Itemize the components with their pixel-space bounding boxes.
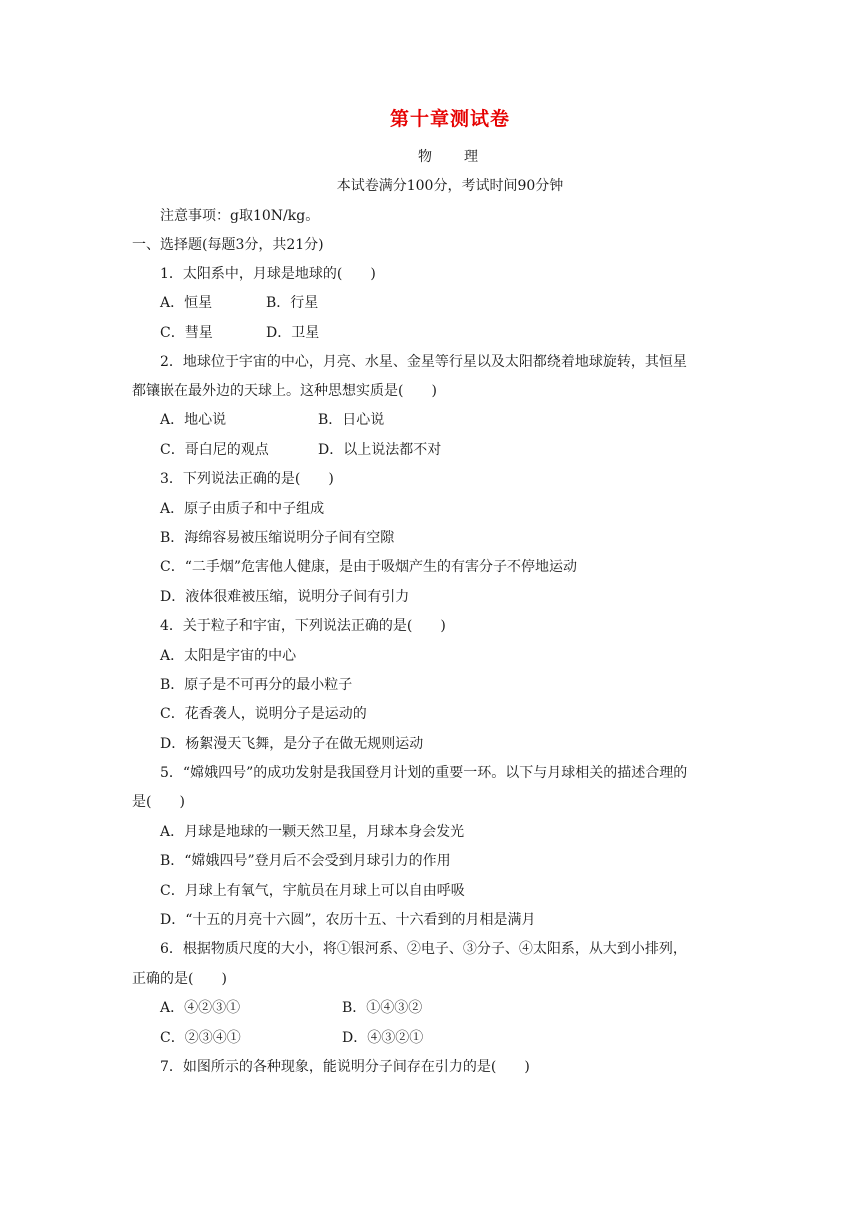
question-1-option-a: A．恒星 <box>160 295 213 311</box>
question-1-option-b: B．行星 <box>266 295 319 311</box>
question-3-option-c: C．“二手烟”危害他人健康，是由于吸烟产生的有害分子不停地运动 <box>160 559 578 575</box>
question-3-option-a: A．原子由质子和中子组成 <box>160 501 325 517</box>
question-1-stem: 1．太阳系中，月球是地球的( ) <box>160 266 376 282</box>
question-5-stem-line2: 是( ) <box>132 794 185 810</box>
question-2-option-a: A．地心说 <box>160 412 227 428</box>
question-6-option-c: C．②③④① <box>160 1030 241 1046</box>
question-3-stem: 3．下列说法正确的是( ) <box>160 471 334 487</box>
question-5-option-b: B．“嫦娥四号”登月后不会受到月球引力的作用 <box>160 853 451 869</box>
question-2-option-c: C．哥白尼的观点 <box>160 442 269 458</box>
question-4-option-b: B．原子是不可再分的最小粒子 <box>160 677 353 693</box>
exam-info: 本试卷满分100分，考试时间90分钟 <box>336 178 564 194</box>
question-4-option-a: A．太阳是宇宙的中心 <box>160 648 297 664</box>
question-6-option-d: D．④③②① <box>342 1030 424 1046</box>
question-4-option-d: D．杨絮漫天飞舞，是分子在做无规则运动 <box>160 736 424 752</box>
question-1-option-c: C．彗星 <box>160 325 213 341</box>
question-2-stem-line1: 2．地球位于宇宙的中心，月亮、水星、金星等行星以及太阳都绕着地球旋转，其恒星 <box>160 354 687 370</box>
subject-char-1: 物 <box>418 149 432 165</box>
question-1-option-d: D．卫星 <box>266 325 320 341</box>
question-2-option-d: D．以上说法都不对 <box>318 442 442 458</box>
question-4-option-c: C．花香袭人，说明分子是运动的 <box>160 706 367 722</box>
page-title: 第十章测试卷 <box>389 108 510 130</box>
question-5-stem-line1: 5．“嫦娥四号”的成功发射是我国登月计划的重要一环。以下与月球相关的描述合理的 <box>160 765 688 781</box>
question-2-option-b: B．日心说 <box>318 412 385 428</box>
question-4-stem: 4．关于粒子和宇宙，下列说法正确的是( ) <box>160 618 446 634</box>
question-2-stem-line2: 都镶嵌在最外边的天球上。这种思想实质是( ) <box>132 383 437 399</box>
question-5-option-d: D．“十五的月亮十六圆”，农历十五、十六看到的月相是满月 <box>160 912 536 928</box>
question-5-option-a: A．月球是地球的一颗天然卫星，月球本身会发光 <box>160 824 465 840</box>
question-6-stem-line2: 正确的是( ) <box>132 971 227 987</box>
section-heading: 一、选择题(每题3分，共21分) <box>132 237 324 253</box>
question-7-stem: 7．如图所示的各种现象，能说明分子间存在引力的是( ) <box>160 1059 530 1075</box>
question-6-option-a: A．④②③① <box>160 1000 241 1016</box>
subject-char-2: 理 <box>464 149 478 165</box>
question-6-stem-line1: 6．根据物质尺度的大小，将①银河系、②电子、③分子、④太阳系，从大到小排列， <box>160 941 687 957</box>
notice: 注意事项：g取10N/kg。 <box>160 208 320 224</box>
subject-line <box>418 146 478 166</box>
question-5-option-c: C．月球上有氧气，宇航员在月球上可以自由呼吸 <box>160 883 465 899</box>
question-3-option-d: D．液体很难被压缩，说明分子间有引力 <box>160 589 410 605</box>
question-6-option-b: B．①④③② <box>342 1000 423 1016</box>
question-3-option-b: B．海绵容易被压缩说明分子间有空隙 <box>160 530 395 546</box>
